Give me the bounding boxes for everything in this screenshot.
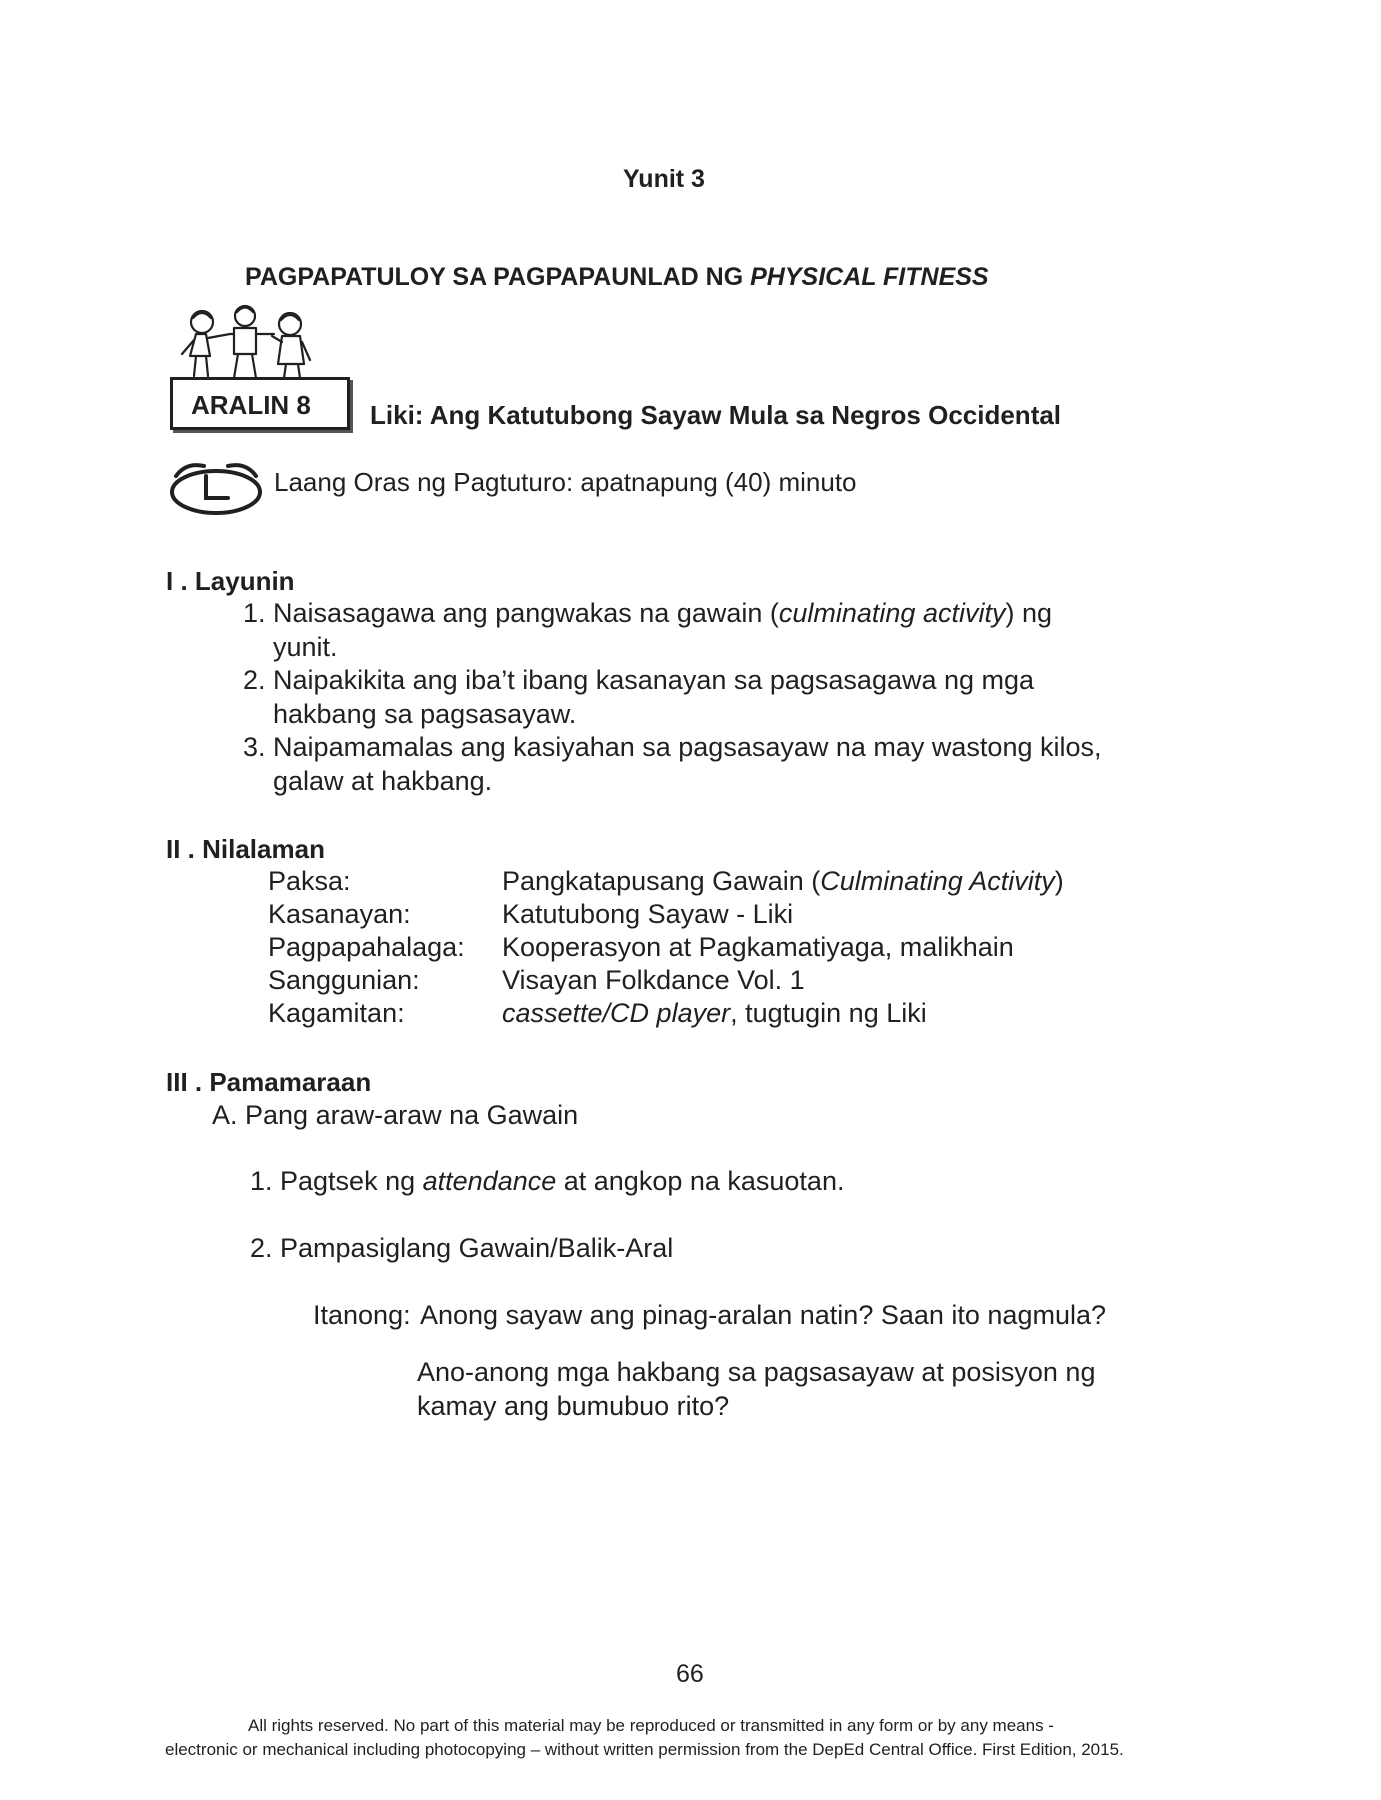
step-1-end: at angkop na kasuotan. [556,1166,845,1196]
list-item-continuation: yunit. [273,632,338,662]
item-number: 3. [243,732,266,762]
section-1-heading: I . Layunin [166,566,295,596]
value-italic: Culminating Activity [820,866,1055,896]
time-allotment: Laang Oras ng Pagtuturo: apatnapung (40) minuto [274,467,857,497]
item-text-end: ) ng [1005,598,1052,628]
step-1 [250,1166,844,1197]
page-title-text: PAGPAPATULOY SA PAGPAPAUNLAD NG [245,263,751,291]
value-italic: cassette/CD player [502,998,731,1028]
content-label: Paksa: [268,866,351,896]
page-title [245,263,989,292]
content-label: Kagamitan: [268,998,405,1028]
value-text: Pangkatapusang Gawain ( [502,866,821,896]
value-end: , tugtugin ng Liki [730,998,927,1028]
item-text: Naipamamalas ang kasiyahan sa pagsasayaw na may wastong kilos, [273,732,1102,762]
clock-icon [166,458,266,516]
list-item [243,732,1102,763]
list-item [243,665,1034,696]
lesson-label: ARALIN 8 [191,390,311,420]
question-1: Anong sayaw ang pinag-aralan natin? Saan ito nagmula? [420,1300,1106,1330]
question-2-line-1: Ano-anong mga hakbang sa pagsasayaw at posisyon ng [417,1357,1096,1387]
question-2-line-2: kamay ang bumubuo rito? [417,1391,730,1421]
page-title-italic: PHYSICAL FITNESS [750,263,989,291]
list-item-continuation: galaw at hakbang. [273,766,493,796]
content-value: Katutubong Sayaw - Liki [502,899,794,929]
item-text-italic: culminating activity [778,598,1006,628]
unit-label: Yunit 3 [623,165,705,193]
section-3-heading: III . Pamamaraan [166,1067,372,1097]
step-1-text: 1. Pagtsek ng [250,1166,423,1196]
item-text: Naisasagawa ang pangwakas na gawain ( [273,598,779,628]
section-2-heading: II . Nilalaman [166,834,325,864]
footer-line-2: electronic or mechanical including photocopying – without written permission from the DepEd Central Office. First Edition, 2015. [165,1740,1124,1759]
question-label: Itanong: [313,1300,411,1330]
content-label: Pagpapahalaga: [268,932,465,962]
subsection-a: A. Pang araw-araw na Gawain [212,1100,579,1130]
list-item [243,598,1052,629]
item-number: 2. [243,665,266,695]
item-text: Naipakikita ang iba’t ibang kasanayan sa pagsasagawa ng mga [273,665,1035,695]
page-number: 66 [676,1660,704,1688]
step-1-italic: attendance [422,1166,557,1196]
content-value [502,998,927,1029]
content-value: Visayan Folkdance Vol. 1 [502,965,805,995]
content-value: Kooperasyon at Pagkamatiyaga, malikhain [502,932,1014,962]
list-item-continuation: hakbang sa pagsasayaw. [273,699,577,729]
lesson-title: Liki: Ang Katutubong Sayaw Mula sa Negros Occidental [370,400,1062,430]
content-label: Kasanayan: [268,899,411,929]
content-label: Sanggunian: [268,965,420,995]
footer-line-1: All rights reserved. No part of this material may be reproduced or transmitted in any form or by any means - [248,1716,1054,1735]
item-number: 1. [243,598,266,628]
value-end: ) [1054,866,1064,896]
step-2: 2. Pampasiglang Gawain/Balik-Aral [250,1233,674,1263]
dancing-children-icon [160,300,330,388]
lesson-box [170,377,350,430]
content-value [502,866,1064,897]
